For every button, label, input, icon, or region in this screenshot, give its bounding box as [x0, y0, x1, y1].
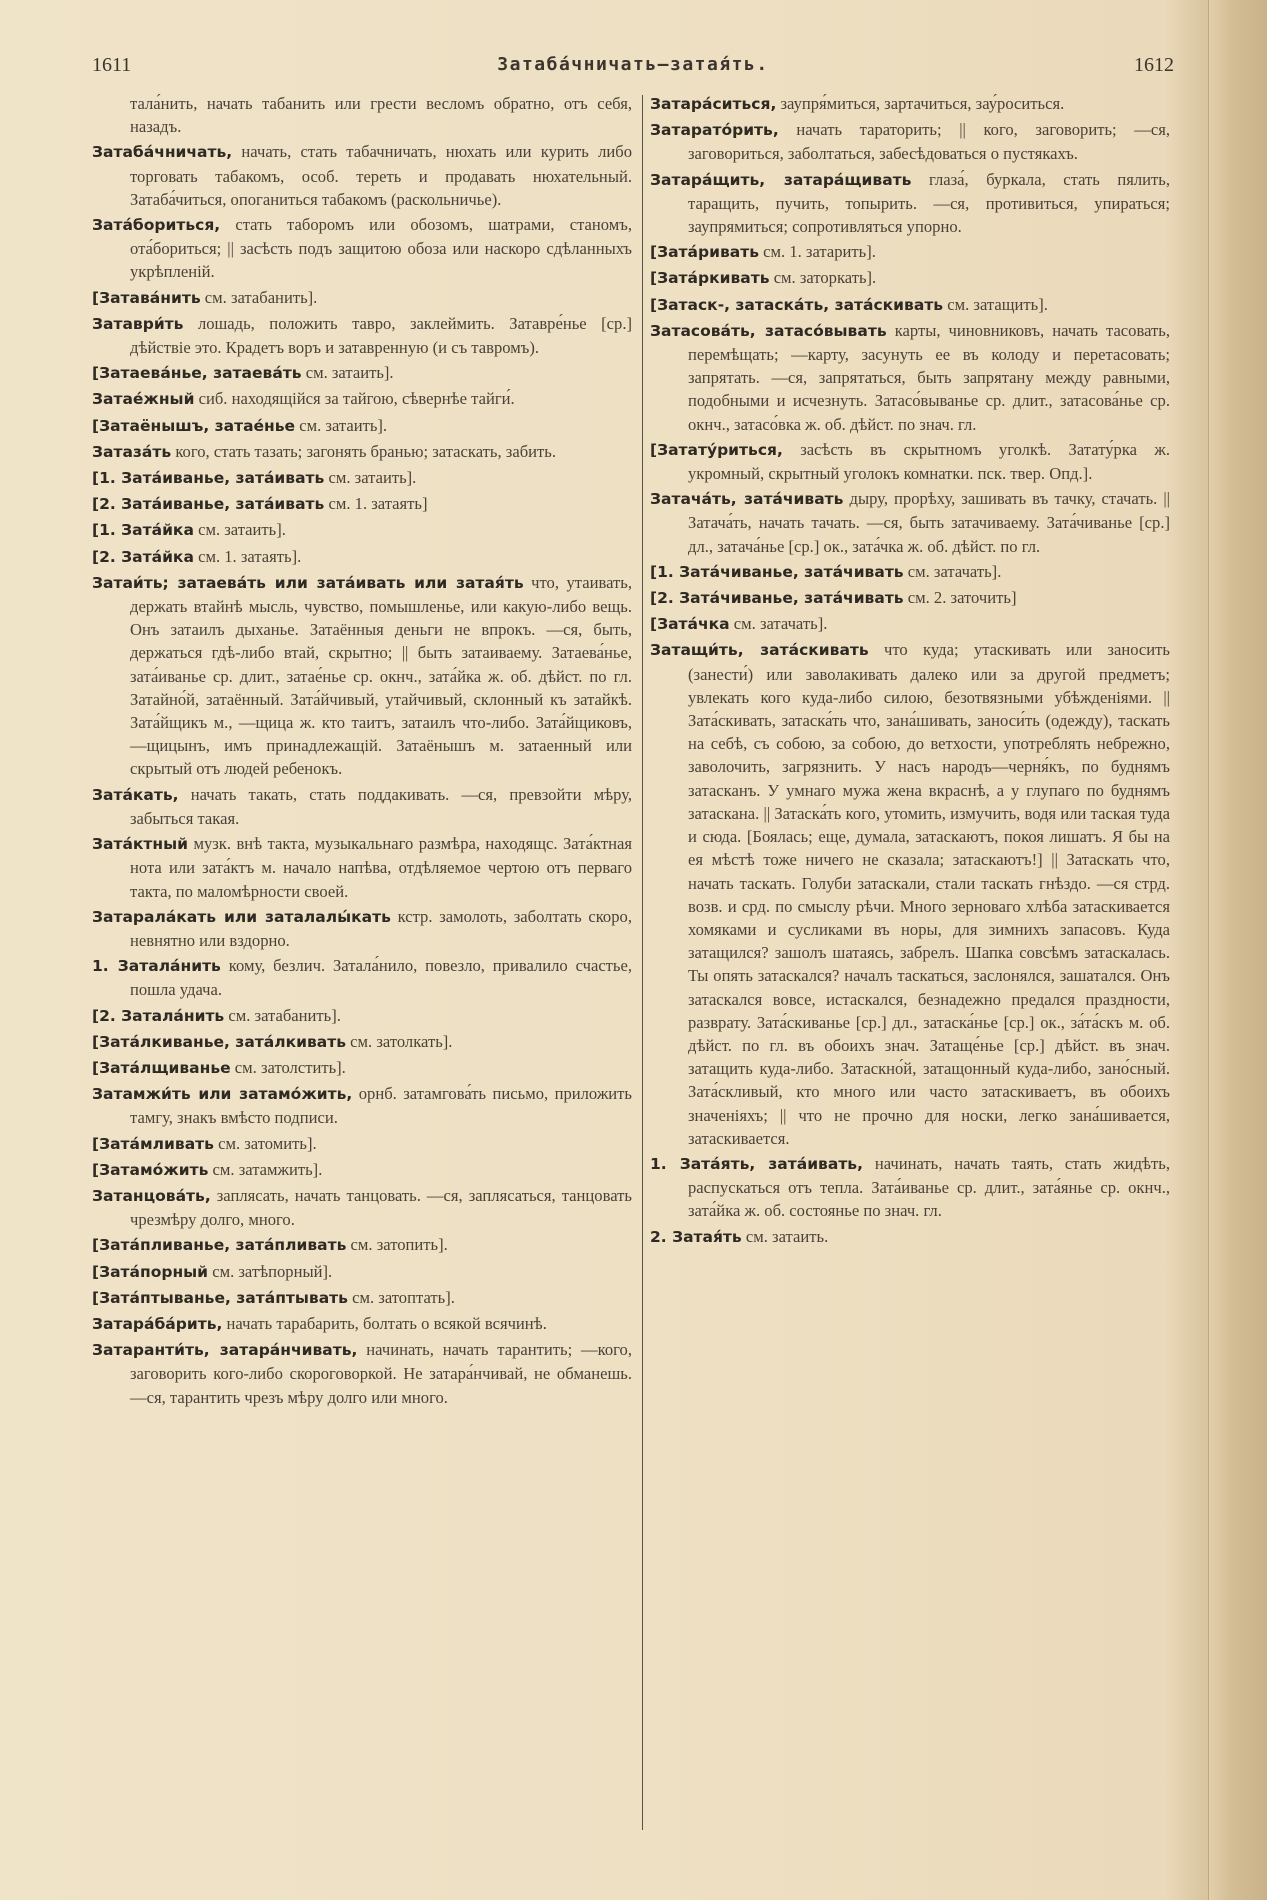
definition-text: см. затачать]. — [907, 561, 1002, 581]
definition-text: начинать, начать таять, стать жидѣть, распускаться отъ тепла. Зата́иванье ср. длит., зата́янье ср. окнч., зата́йка ж. об. состоянье по знач. гл. — [688, 1153, 1171, 1221]
dictionary-entry — [650, 438, 1170, 485]
dictionary-entry — [92, 213, 632, 284]
headword: [Зата́мливать — [92, 1134, 214, 1153]
dictionary-entry — [650, 1152, 1170, 1223]
headword: [2. Затала́нить — [92, 1006, 225, 1025]
definition-text: см. затомить]. — [218, 1133, 317, 1153]
definition-text: заплясать, начать танцовать. —ся, заплясаться, танцовать чрезмѣру долго, много. — [130, 1185, 632, 1230]
definition-text: начать такать, стать поддакивать. —ся, превзойти мѣру, забыться такая. — [130, 784, 632, 828]
headword: [2. Зата́иванье, зата́ивать — [92, 495, 325, 514]
dictionary-entry — [650, 487, 1170, 558]
definition-text: музк. внѣ такта, музыкальнаго размѣра, находящс. Зата́ктная нота или зата́ктъ м. начало напѣва, отдѣляемое чертою отъ перваго такта, по маломѣрности своей. — [130, 834, 632, 901]
headword: 1. Затала́нить — [92, 957, 221, 976]
headword: [1. Зата́йка — [92, 521, 194, 540]
left-column — [92, 92, 632, 1411]
dictionary-entry — [92, 954, 632, 1001]
dictionary-entry — [92, 361, 632, 385]
dictionary-entry — [650, 266, 1170, 290]
dictionary-entry — [92, 1056, 632, 1080]
headword: Затача́ть, зата́чивать — [650, 490, 844, 509]
headword: [Зата́лщиванье — [92, 1058, 231, 1077]
page-number-right: 1612 — [1134, 54, 1174, 76]
dictionary-entry — [92, 1338, 632, 1409]
running-title: Затаба́чничать—затая́ть. — [497, 54, 769, 75]
definition-text: орнб. затамгова́ть письмо, приложить тамгу, знакъ вмѣсто подписи. — [130, 1084, 632, 1128]
dictionary-entry — [92, 1158, 632, 1182]
definition-text: см. затащить]. — [947, 294, 1048, 314]
page-edge — [1208, 0, 1267, 1900]
definition-text: карты, чиновниковъ, начать тасовать, перемѣщать; —карту, засунуть ее въ колоду и перетасовать; запрятать. —ся, запрятаться, быть запрятану между равными, подобными и исчезнуть. Затасо́вываньe ср. длит., затасова́нье ср. окнч., затасо́вка ж. об. дѣйст. по знач. гл. — [688, 320, 1170, 434]
dictionary-entry — [92, 387, 632, 411]
headword: [Зата́ркивать — [650, 269, 770, 288]
definition-text: см. затопить]. — [350, 1235, 448, 1255]
dictionary-entry — [650, 319, 1170, 436]
dictionary-entry — [92, 1132, 632, 1156]
definition-text: начать тараторить; || кого, заговорить; —ся, заговориться, заболтаться, забесѣдоваться о пустякахъ. — [688, 120, 1170, 164]
dictionary-entry — [92, 545, 632, 569]
page-number-left: 1611 — [92, 54, 132, 76]
definition-text: см. 2. заточить] — [907, 588, 1017, 608]
headword: Затанцова́ть, — [92, 1186, 211, 1205]
definition-text: см. затачать]. — [733, 614, 828, 634]
definition-text: см. затаить]. — [305, 363, 394, 383]
definition-text: начинать, начать тарантить; —кого, заговорить кого-либо скороговоркой. Не затара́нчивай, не обманешь. —ся, тарантить чрезъ мѣру долго или много. — [130, 1340, 632, 1407]
definition-text: см. заторкать]. — [773, 268, 877, 288]
headword: Зата́бориться, — [92, 216, 221, 235]
right-column — [650, 92, 1170, 1251]
dictionary-entry — [650, 638, 1170, 1149]
headword: Затасова́ть, затасо́вывать — [650, 321, 887, 340]
headword: [Зата́пливанье, зата́пливать — [92, 1236, 347, 1255]
dictionary-entry — [92, 832, 632, 903]
headword: Затамжи́ть или затамо́жить, — [92, 1085, 353, 1104]
headword: [2. Зата́чиванье, зата́чивать — [650, 589, 904, 608]
headword: Затарато́рить, — [650, 121, 779, 140]
headword: Затаранти́ть, затара́нчивать, — [92, 1341, 358, 1360]
definition-text: что, утаивать, держать втайнѣ мысль, чувство, помышленье, или какую-либо вещь. Онъ затаилъ дыханье. Затаённыя деньги не впрокъ. —ся, быть, держаться гдѣ-либо втай, скрытно; || быть затаиваему. Затаева́нье, зата́иванье ср. длит., затае́нье ср. окнч., зата́йка ж. об. дѣйст. по гл. Затайно́й, затаённый. Зата́йчивый, утайчивый, склонный къ затайкѣ. Зата́йщикъ м., —щица ж. кто таитъ, затаилъ что-либо. Зата́йщиковъ, —щицынъ, имъ принадлежащій. Затаёнышъ м. затаенный или скрытый отъ людей ребенокъ. — [130, 572, 632, 779]
dictionary-entry — [92, 92, 632, 138]
headword: Зата́ктный — [92, 835, 189, 854]
definition-text: кого, стать тазать; загонять бранью; затаскать, забить. — [175, 441, 556, 461]
dictionary-entry — [650, 560, 1170, 584]
definition-text: начать, стать табачничать, нюхать или курить либо торговать табакомъ, особ. тереть и продавать нюхательный. Затаба́читься, опоганиться табакомъ (раскольничье). — [130, 142, 632, 209]
definition-text: дыру, прорѣху, зашивать въ тачку, стачать. || Затача́ть, начать тачать. —ся, быть затачиваему. Зата́чиванье [ср.] дл., затача́нье [ср.] ок., зата́чка ж. об. дѣйст. по гл. — [688, 489, 1170, 556]
headword: [Затату́риться, — [650, 440, 783, 459]
definition-text: кстр. замолоть, заболтать скоро, невнятно или вздорно. — [130, 906, 632, 950]
headword: 1. Зата́ять, зата́ивать, — [650, 1154, 864, 1173]
dictionary-entry — [92, 1184, 632, 1231]
dictionary-entry — [92, 414, 632, 438]
definition-text: см. затолкать]. — [350, 1031, 453, 1051]
dictionary-entry — [650, 612, 1170, 636]
definition-text: лошадь, положить тавро, заклеймить. Затавре́нье [ср.] дѣйствіе это. Крадетъ воръ и затавренную (и съ тавромъ). — [130, 313, 632, 358]
headword: [2. Зата́йка — [92, 547, 194, 566]
definition-text: заупря́миться, зартачиться, зау́роситься. — [780, 94, 1065, 113]
dictionary-entry — [92, 1082, 632, 1129]
headword: Затара́щить, затара́щивать — [650, 170, 912, 189]
column-divider — [642, 95, 643, 1830]
headword: Затаба́чничать, — [92, 143, 233, 162]
headword: Зата́кать, — [92, 785, 179, 804]
dictionary-entry — [92, 140, 632, 211]
headword: [Зата́лкиванье, зата́лкивать — [92, 1032, 347, 1051]
dictionary-entry — [92, 1030, 632, 1054]
headword: [1. Зата́иванье, зата́ивать — [92, 469, 325, 488]
headword: [Затаева́нье, затаева́ть — [92, 364, 302, 383]
headword: [1. Зата́чиванье, зата́чивать — [650, 562, 904, 581]
dictionary-entry — [92, 1004, 632, 1028]
headword: Затащи́ть, зата́скивать — [650, 641, 869, 660]
headword: [Затаёнышъ, затае́нье — [92, 416, 296, 435]
definition-text: сиб. находящійся за тайгою, сѣвернѣе тайги́. — [198, 389, 515, 409]
headword: [Зата́чка — [650, 615, 730, 634]
dictionary-entry — [92, 905, 632, 952]
definition-text: что куда; утаскивать или заносить (занести́) или заволакивать далеко или за другой предметъ; увлекать кого куда-либо силою, безотвязными убѣжденіями. || Зата́скивать, затаска́ть что, зана́шивать, заноси́ть (одежду), таскать на себѣ, съ собою, за собою, до ветхости, употреблять небрежно, заволочить, загрязнить. У насъ народъ—черня́къ, по буднямъ затасканъ. У умнаго мужа жена вкраснѣ, а у глупаго по буднямъ затаскана. || Затаска́ть кого, утомить, измучить, водя или таская туда и сюда. [Боялась; еще, думала, затаскаютъ, покоя лишатъ. Я бы на ея мѣстѣ тоже ничего не сказала; затаскаютъ!] || Затаскать что, начать таскать. Голуби затаскали, стали таскать гнѣздо. —ся стрд. возв. и срд. по смыслу рѣчи. Много зерноваго хлѣба затаскивается хомяками и сусликами въ норы, для зимнихъ запасовъ. Куда затащился? зашолъ шатаясь, забрелъ. Шапка совсѣмъ затаскалась. Ты опять затаскался? началъ таскаться, заслонялся, зашатался. Онъ затаскался вовсе, истаскался, безнадежно предался праздности, разврату. Зата́скиванье [ср.] дл., затаска́нье [ср.] ок., за́та́скъ м. об. дѣйст. по гл. въ обоихъ знач. Затаще́нье [ср.] дѣйст. въ знач. затащить куда-либо. Затаскно́й, затащонный куда-либо, зано́сный. Зата́скливый, кто много или часто затаскиваетъ, въ обоихъ значеніяхъ; || что не прочно для носки, легко зана́шивается, затаскивается. — [688, 640, 1170, 1148]
definition-text: см. затолстить]. — [234, 1057, 346, 1077]
dictionary-entry — [92, 312, 632, 359]
definition-text: см. 1. затаять] — [328, 494, 428, 514]
dictionary-entry — [92, 571, 632, 781]
headword: Затарала́кать или заталалы́кать — [92, 907, 391, 926]
dictionary-entry — [92, 518, 632, 542]
definition-text: засѣсть въ скрытномъ уголкѣ. Затату́рка ж. укромный, скрытный уголокъ комнатки. пск. твер. Опд.]. — [688, 439, 1170, 484]
definition-text: начать тарабарить, болтать о всякой всячинѣ. — [226, 1313, 547, 1333]
definition-text: см. 1. затаять]. — [198, 546, 302, 566]
definition-text: см. затѣпорный]. — [212, 1261, 333, 1281]
page-header — [92, 54, 1174, 86]
headword: [Зата́порный — [92, 1262, 209, 1281]
dictionary-entry — [92, 440, 632, 464]
definition-text: см. затаить. — [745, 1226, 829, 1246]
dictionary-entry — [650, 92, 1170, 116]
definition-text: кому, безлич. Затала́нило, повезло, привалило счастье, пошла удача. — [130, 956, 633, 1000]
dictionary-entry — [92, 492, 632, 516]
headword: Затаи́ть; затаева́ть или зата́ивать или затая́ть — [92, 573, 524, 592]
dictionary-entry — [650, 240, 1170, 264]
definition-text: см. 1. затарить]. — [763, 242, 876, 262]
dictionary-entry — [92, 1312, 632, 1336]
definition-text: см. затабанить]. — [204, 287, 318, 307]
headword: 2. Затая́ть — [650, 1227, 742, 1246]
definition-text: см. затоптать]. — [352, 1287, 455, 1307]
dictionary-entry — [650, 293, 1170, 317]
headword: Затара́ба́рить, — [92, 1314, 223, 1333]
headword: Затаза́ть — [92, 442, 172, 461]
definition-text: см. затамжить]. — [212, 1159, 323, 1179]
headword: Затаври́ть — [92, 314, 184, 333]
definition-text: глаза́, буркала, стать пялить, таращить, пучить, топырить. —ся, противиться, упираться; заупрямиться; сопротивляться упорно. — [688, 169, 1171, 237]
dictionary-entry — [92, 466, 632, 490]
dictionary-entry — [92, 286, 632, 310]
headword: [Зата́птыванье, зата́птывать — [92, 1288, 348, 1307]
definition-text: см. затаить]. — [299, 415, 388, 435]
dictionary-entry — [650, 118, 1170, 165]
headword: [Затамо́жить — [92, 1160, 209, 1179]
definition-text: стать таборомъ или обозомъ, шатрами, станомъ, ота́бориться; || засѣсть подъ защитою обоза или наскоро сдѣланныхъ укрѣпленій. — [130, 215, 632, 282]
headword: Затае́жный — [92, 390, 195, 409]
dictionary-entry — [650, 168, 1170, 239]
headword: [Затаск-, затаска́ть, зата́скивать — [650, 295, 944, 314]
dictionary-entry — [650, 586, 1170, 610]
dictionary-entry — [92, 1260, 632, 1284]
headword: Затара́ситься, — [650, 95, 777, 113]
dictionary-entry — [92, 1233, 632, 1257]
dictionary-entry — [650, 1225, 1170, 1249]
headword: [Зата́ривать — [650, 243, 760, 262]
definition-text: см. затаить]. — [198, 520, 286, 540]
dictionary-entry — [92, 1286, 632, 1310]
definition-text: тала́нить, начать табанить или грести весломъ обратно, отъ себя, назадъ. — [130, 94, 632, 137]
definition-text: см. затабанить]. — [228, 1005, 341, 1025]
dictionary-entry — [92, 783, 632, 830]
definition-text: см. затаить]. — [328, 468, 417, 488]
headword: [Затава́нить — [92, 288, 201, 307]
